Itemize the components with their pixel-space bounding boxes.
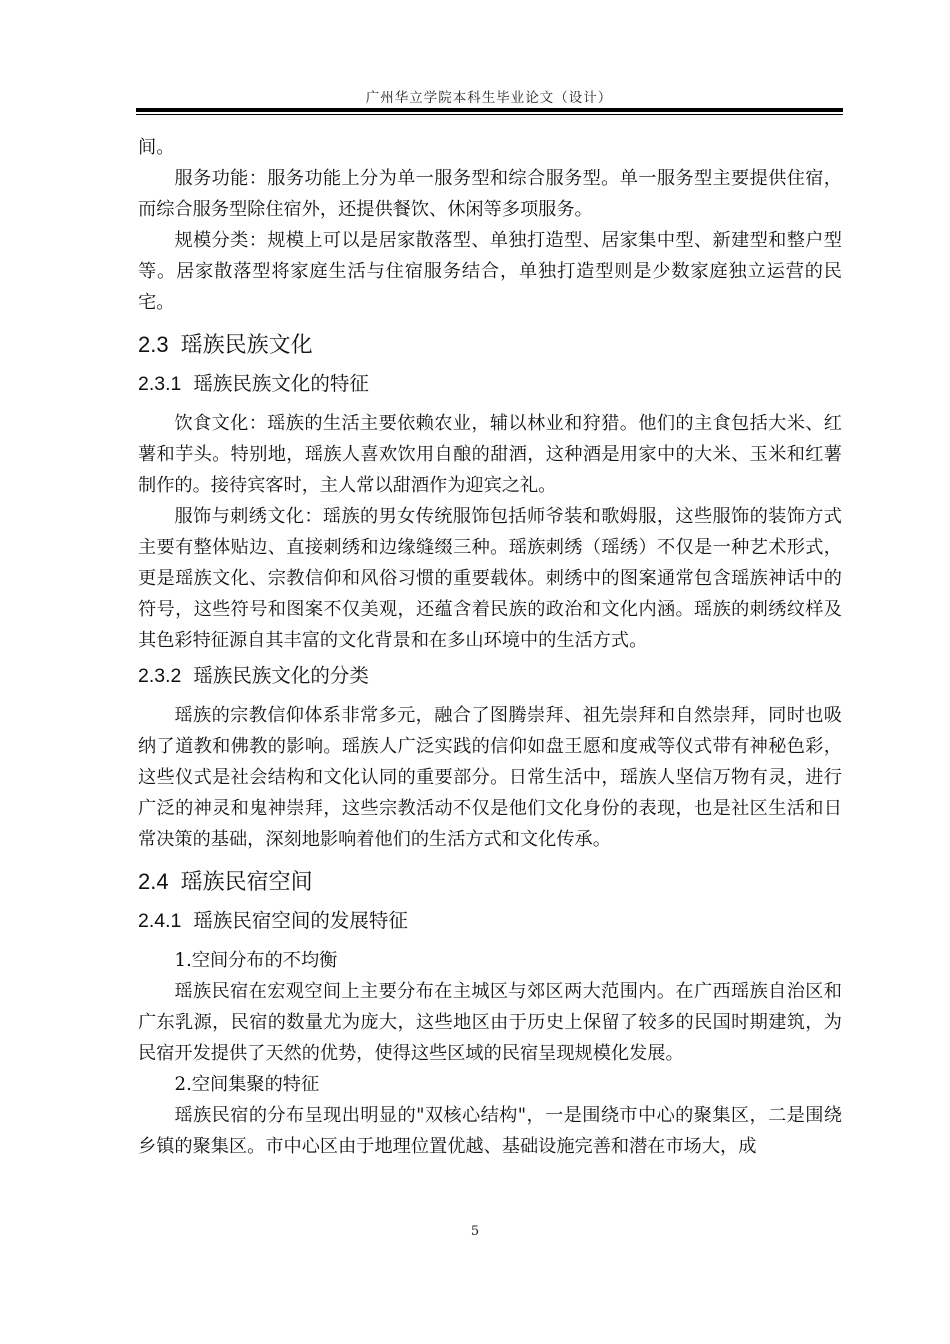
paragraph-scale-classification: 规模分类：规模上可以是居家散落型、单独打造型、居家集中型、新建型和整户型等。居家散落型将家庭生活与住宿服务结合，单独打造型则是少数家庭独立运营的民宅。 — [138, 230, 842, 313]
page-number: 5 — [470, 1224, 480, 1239]
subsection-title: 瑶族民族文化的分类 — [193, 665, 369, 687]
subsection-heading-2-4-1 — [138, 907, 842, 935]
subsection-number: 2.3.2 — [138, 665, 182, 687]
paragraph-religion: 瑶族的宗教信仰体系非常多元，融合了图腾崇拜、祖先崇拜和自然崇拜，同时也吸纳了道教和佛教的影响。瑶族人广泛实践的信仰如盘王愿和度戒等仪式带有神秘色彩，这些仪式是社会结构和文化认同的重要部分。日常生活中，瑶族人坚信万物有灵，进行广泛的神灵和鬼神崇拜，这些宗教活动不仅是他们文化身份的表现，也是社区生活和日常决策的基础，深刻地影响着他们的生活方式和文化传承。 — [138, 705, 842, 850]
section-heading-2-3 — [138, 330, 842, 360]
list-item-label-1: 1.空间分布的不均衡 — [174, 950, 338, 971]
header-rule-thin — [136, 114, 843, 115]
paragraph-costume-embroidery: 服饰与刺绣文化：瑶族的男女传统服饰包括师爷装和歌姆服，这些服饰的装饰方式主要有整体贴边、直接刺绣和边缘缝缀三种。瑶族刺绣（瑶绣）不仅是一种艺术形式，更是瑶族文化、宗教信仰和风俗习惯的重要载体。刺绣中的图案通常包含瑶族神话中的符号，这些符号和图案不仅美观，还蕴含着民族的政治和文化内涵。瑶族的刺绣纹样及其色彩特征源自其丰富的文化背景和在多山环境中的生活方式。 — [138, 506, 842, 651]
body-text — [138, 132, 842, 1162]
subsection-number: 2.4.1 — [138, 910, 182, 932]
section-title: 瑶族民族文化 — [180, 332, 313, 357]
list-item-label-2: 2.空间集聚的特征 — [174, 1074, 320, 1095]
subsection-title: 瑶族民宿空间的发展特征 — [193, 910, 408, 932]
section-number: 2.4 — [138, 869, 169, 894]
paragraph-continuation: 间。 — [138, 137, 175, 158]
paragraph-uneven-distribution: 瑶族民宿在宏观空间上主要分布在主城区与郊区两大范围内。在广西瑶族自治区和广东乳源，民宿的数量尤为庞大，这些地区由于历史上保留了较多的民国时期建筑，为民宿开发提供了天然的优势，使得这些区域的民宿呈现规模化发展。 — [138, 981, 842, 1064]
running-header: 广州华立学院本科生毕业论文（设计） — [365, 90, 613, 106]
section-number: 2.3 — [138, 332, 169, 357]
paragraph-spatial-clustering: 瑶族民宿的分布呈现出明显的"双核心结构"，一是围绕市中心的聚集区，二是围绕乡镇的聚集区。市中心区由于地理位置优越、基础设施完善和潜在市场大，成 — [138, 1105, 842, 1157]
subsection-heading-2-3-1 — [138, 370, 842, 398]
paragraph-service-function: 服务功能：服务功能上分为单一服务型和综合服务型。单一服务型主要提供住宿，而综合服务型除住宿外，还提供餐饮、休闲等多项服务。 — [138, 168, 842, 220]
header-rule-thick — [136, 108, 843, 112]
section-heading-2-4 — [138, 867, 842, 897]
section-title: 瑶族民宿空间 — [180, 869, 313, 894]
subsection-title: 瑶族民族文化的特征 — [193, 373, 369, 395]
subsection-number: 2.3.1 — [138, 373, 182, 395]
subsection-heading-2-3-2 — [138, 662, 842, 690]
paragraph-food-culture: 饮食文化：瑶族的生活主要依赖农业，辅以林业和狩猎。他们的主食包括大米、红薯和芋头。特别地，瑶族人喜欢饮用自酿的甜酒，这种酒是用家中的大米、玉米和红薯制作的。接待宾客时，主人常以甜酒作为迎宾之礼。 — [138, 413, 842, 496]
